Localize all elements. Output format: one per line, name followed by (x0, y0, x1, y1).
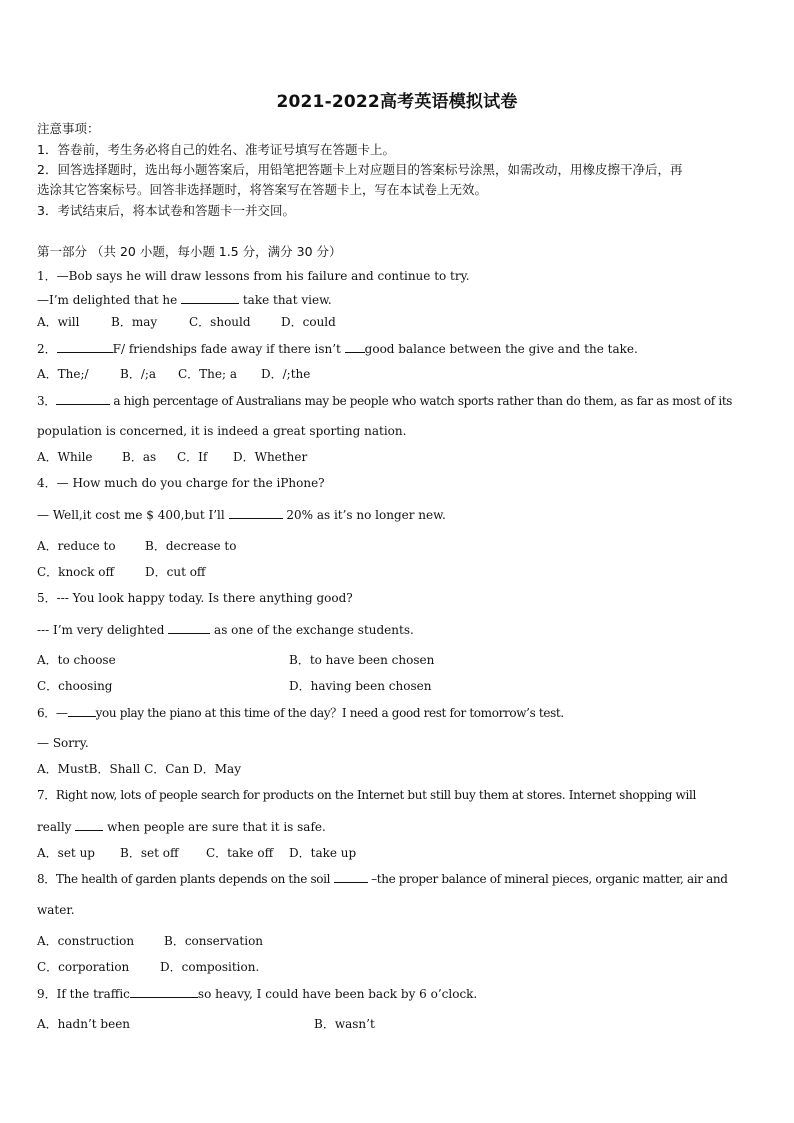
question-7-stem: 7．Right now, lots of people search for products on the Internet but still buy them at stores. Internet shopping will (37, 788, 696, 802)
option-d: D．take up (289, 846, 357, 860)
question-4-stem: 4．— How much do you charge for the iPhone? (37, 476, 325, 490)
question-5-stem: 5．--- You look happy today. Is there anything good? (37, 591, 353, 605)
option-b: B．as (122, 450, 157, 464)
option-b: B．decrease to (145, 539, 237, 553)
answer-blank (181, 291, 239, 304)
option-b: B．may (111, 315, 158, 329)
answer-blank (68, 704, 96, 717)
answer-blank (130, 985, 198, 998)
answer-blank (56, 392, 110, 405)
option-a: A．set up (37, 846, 95, 860)
answer-blank (229, 506, 283, 519)
option-a: A．will (37, 315, 80, 329)
question-6-options: A．MustB．Shall C．Can D．May (37, 762, 241, 776)
notice-item: 2．回答选择题时，选出每小题答案后，用铅笔把答题卡上对应题目的答案标号涂黑，如需改动，用橡皮擦干净后，再 (37, 162, 683, 177)
answer-blank (168, 621, 210, 634)
notice-item: 选涂其它答案标号。回答非选择题时，将答案写在答题卡上，写在本试卷上无效。 (37, 182, 488, 197)
question-2-stem: 2． F/ friendships fade away if there isn’t good balance between the give and the take. (37, 342, 638, 356)
option-a: A．While (37, 450, 93, 464)
question-9-stem: 9．If the traffic so heavy, I could have been back by 6 o’clock. (37, 987, 478, 1001)
question-1-reply: —I’m delighted that he take that view. (37, 293, 332, 307)
question-8-stem-cont: water. (37, 903, 75, 917)
question-1-stem: 1．—Bob says he will draw lessons from his failure and continue to try. (37, 269, 470, 283)
option-a: A．reduce to (37, 539, 116, 553)
option-b: B．wasn’t (314, 1017, 375, 1031)
option-d: D．cut off (145, 565, 206, 579)
option-a: A．The;/ (37, 367, 89, 381)
answer-blank (334, 870, 368, 883)
option-d: D．having been chosen (289, 679, 432, 693)
question-8-stem: 8．The health of garden plants depends on the soil –the proper balance of mineral pieces, organic matter, air and (37, 872, 728, 886)
option-c: C．choosing (37, 679, 113, 693)
question-6-stem: 6．— you play the piano at this time of the day？I need a good rest for tomorrow’s test. (37, 706, 564, 720)
option-c: C．The; a (178, 367, 238, 381)
answer-blank (75, 818, 103, 831)
answer-blank (345, 340, 365, 353)
answer-blank (57, 340, 113, 353)
option-c: C．If (177, 450, 208, 464)
option-d: D．/;the (261, 367, 311, 381)
option-c: C．take off (206, 846, 274, 860)
question-3-stem: 3． a high percentage of Australians may be people who watch sports rather than do them, as far as most of its (37, 394, 733, 408)
option-b: B．/;a (120, 367, 157, 381)
notice-item: 3．考试结束后，将本试卷和答题卡一并交回。 (37, 203, 295, 218)
notice-item: 1．答卷前，考生务必将自己的姓名、准考证号填写在答题卡上。 (37, 142, 395, 157)
question-6-reply: — Sorry. (37, 736, 89, 750)
exam-title: 2021-2022高考英语模拟试卷 (276, 92, 518, 112)
question-5-reply: --- I’m very delighted as one of the exchange students. (37, 623, 414, 637)
option-b: B．to have been chosen (289, 653, 435, 667)
option-b: B．set off (120, 846, 179, 860)
option-d: D．Whether (233, 450, 308, 464)
notice-heading: 注意事项： (37, 121, 100, 136)
option-a: A．hadn’t been (37, 1017, 131, 1031)
option-d: D．composition. (160, 960, 260, 974)
option-c: C．knock off (37, 565, 114, 579)
option-c: C．corporation (37, 960, 130, 974)
question-4-reply: — Well,it cost me $ 400,but I’ll 20% as it’s no longer new. (37, 508, 446, 522)
option-d: D．could (281, 315, 336, 329)
section-heading: 第一部分 （共 20 小题，每小题 1.5 分，满分 30 分） (37, 244, 342, 259)
option-a: A．to choose (37, 653, 116, 667)
question-3-stem-cont: population is concerned, it is indeed a great sporting nation. (37, 424, 407, 438)
option-c: C．should (189, 315, 251, 329)
question-7-stem-cont: really when people are sure that it is safe. (37, 820, 326, 834)
option-a: A．construction (37, 934, 135, 948)
option-b: B．conservation (164, 934, 264, 948)
